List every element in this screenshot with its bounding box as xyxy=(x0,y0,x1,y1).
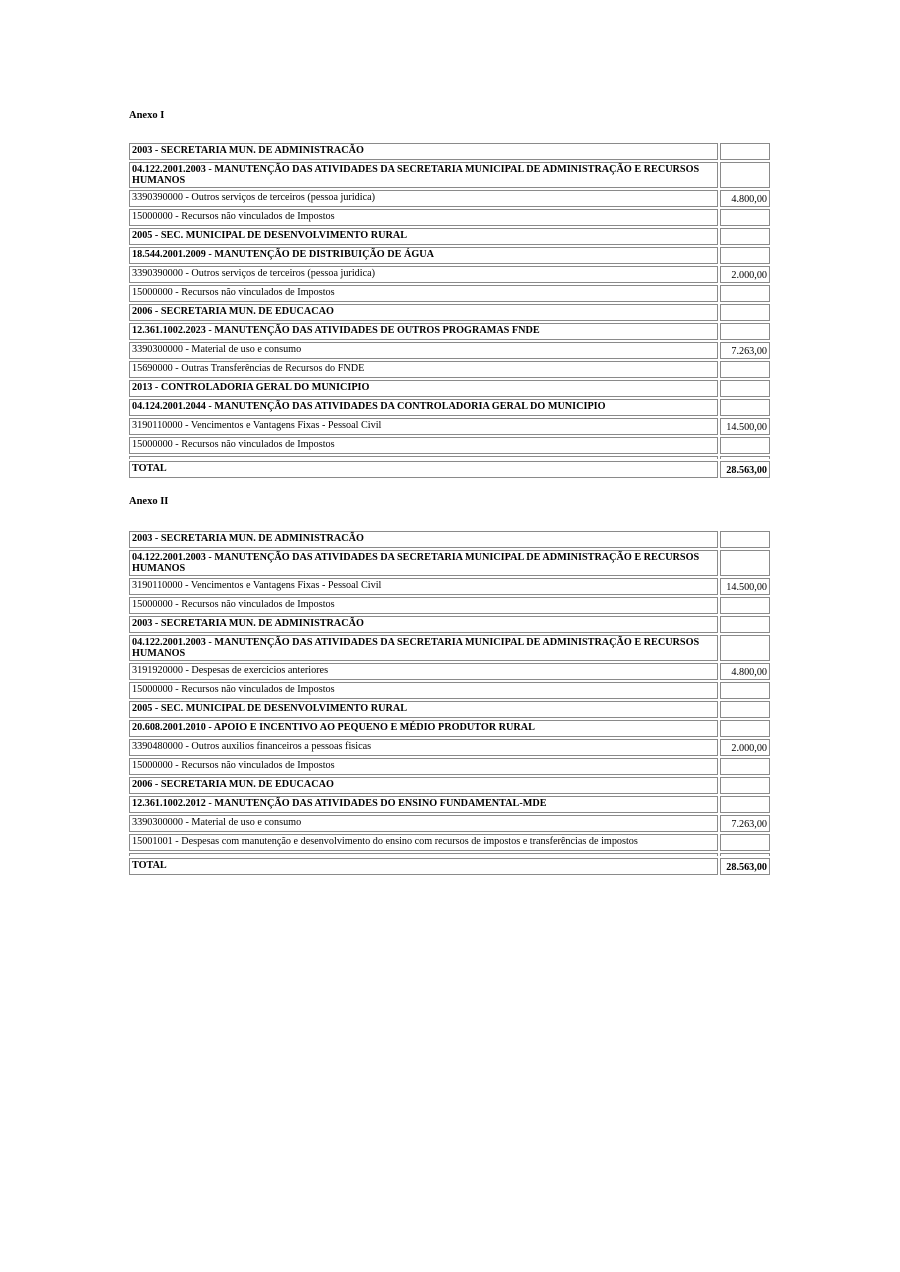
table-row xyxy=(129,682,770,699)
separator-cell xyxy=(129,456,718,459)
row-value xyxy=(720,635,770,661)
row-description: 15000000 - Recursos não vinculados de Impostos xyxy=(129,597,718,614)
table-row xyxy=(129,720,770,737)
row-value xyxy=(720,304,770,321)
row-description: 04.122.2001.2003 - MANUTENÇÃO DAS ATIVIDADES DA SECRETARIA MUNICIPAL DE ADMINISTRAÇÃO E RECURSOS HUMANOS xyxy=(129,550,718,576)
total-value: 28.563,00 xyxy=(720,858,770,875)
table-row xyxy=(129,304,770,321)
annex-1-title: Anexo I xyxy=(129,110,165,121)
annex-2-title: Anexo II xyxy=(129,496,169,507)
table-row xyxy=(129,361,770,378)
total-label: TOTAL xyxy=(129,858,718,875)
row-value xyxy=(720,437,770,454)
row-value xyxy=(720,616,770,633)
table-row xyxy=(129,635,770,661)
table-row xyxy=(129,418,770,435)
table-row xyxy=(129,247,770,264)
row-value xyxy=(720,531,770,548)
table-row xyxy=(129,266,770,283)
table-row xyxy=(129,209,770,226)
total-row xyxy=(129,858,770,875)
row-value: 7.263,00 xyxy=(720,342,770,359)
row-description: 3390300000 - Material de uso e consumo xyxy=(129,342,718,359)
table-row xyxy=(129,616,770,633)
table-row xyxy=(129,342,770,359)
table-row xyxy=(129,777,770,794)
row-description: 12.361.1002.2023 - MANUTENÇÃO DAS ATIVIDADES DE OUTROS PROGRAMAS FNDE xyxy=(129,323,718,340)
row-description: 2005 - SEC. MUNICIPAL DE DESENVOLVIMENTO RURAL xyxy=(129,228,718,245)
row-description: 12.361.1002.2012 - MANUTENÇÃO DAS ATIVIDADES DO ENSINO FUNDAMENTAL-MDE xyxy=(129,796,718,813)
total-separator xyxy=(129,853,770,856)
row-description: 04.124.2001.2044 - MANUTENÇÃO DAS ATIVIDADES DA CONTROLADORIA GERAL DO MUNICIPIO xyxy=(129,399,718,416)
row-value: 4.800,00 xyxy=(720,190,770,207)
row-description: 3390300000 - Material de uso e consumo xyxy=(129,815,718,832)
table-row xyxy=(129,578,770,595)
row-description: 04.122.2001.2003 - MANUTENÇÃO DAS ATIVIDADES DA SECRETARIA MUNICIPAL DE ADMINISTRAÇÃO E RECURSOS HUMANOS xyxy=(129,635,718,661)
table-row xyxy=(129,437,770,454)
row-value xyxy=(720,682,770,699)
row-description: 2003 - SECRETARIA MUN. DE ADMINISTRACÃO xyxy=(129,616,718,633)
row-description: 2006 - SECRETARIA MUN. DE EDUCACAO xyxy=(129,777,718,794)
separator-cell xyxy=(129,853,718,856)
table-row xyxy=(129,190,770,207)
table-row xyxy=(129,228,770,245)
table-row xyxy=(129,701,770,718)
row-description: 2003 - SECRETARIA MUN. DE ADMINISTRACÃO xyxy=(129,531,718,548)
table-row xyxy=(129,663,770,680)
row-value xyxy=(720,399,770,416)
table-row xyxy=(129,285,770,302)
table-row xyxy=(129,550,770,576)
row-value: 7.263,00 xyxy=(720,815,770,832)
total-separator xyxy=(129,456,770,459)
row-description: 3390390000 - Outros serviços de terceiros (pessoa juridica) xyxy=(129,190,718,207)
table-row xyxy=(129,323,770,340)
row-description: 15001001 - Despesas com manutenção e desenvolvimento do ensino com recursos de impostos e transferências de impostos xyxy=(129,834,718,851)
row-value xyxy=(720,162,770,188)
row-value xyxy=(720,777,770,794)
row-description: 2013 - CONTROLADORIA GERAL DO MUNICIPIO xyxy=(129,380,718,397)
total-label: TOTAL xyxy=(129,461,718,478)
row-value xyxy=(720,380,770,397)
row-value xyxy=(720,720,770,737)
row-description: 15000000 - Recursos não vinculados de Impostos xyxy=(129,209,718,226)
total-value: 28.563,00 xyxy=(720,461,770,478)
table-row xyxy=(129,597,770,614)
row-value xyxy=(720,247,770,264)
row-value: 14.500,00 xyxy=(720,418,770,435)
row-description: 18.544.2001.2009 - MANUTENÇÃO DE DISTRIBUIÇÃO DE ÁGUA xyxy=(129,247,718,264)
row-value: 14.500,00 xyxy=(720,578,770,595)
separator-cell xyxy=(720,853,770,856)
row-description: 3191920000 - Despesas de exercicios anteriores xyxy=(129,663,718,680)
row-description: 15690000 - Outras Transferências de Recursos do FNDE xyxy=(129,361,718,378)
row-description: 3390480000 - Outros auxilios financeiros a pessoas fisicas xyxy=(129,739,718,756)
row-description: 15000000 - Recursos não vinculados de Impostos xyxy=(129,758,718,775)
row-description: 04.122.2001.2003 - MANUTENÇÃO DAS ATIVIDADES DA SECRETARIA MUNICIPAL DE ADMINISTRAÇÃO E RECURSOS HUMANOS xyxy=(129,162,718,188)
table-row xyxy=(129,834,770,851)
row-description: 2003 - SECRETARIA MUN. DE ADMINISTRACÃO xyxy=(129,143,718,160)
row-description: 2005 - SEC. MUNICIPAL DE DESENVOLVIMENTO RURAL xyxy=(129,701,718,718)
table-row xyxy=(129,815,770,832)
table-row xyxy=(129,380,770,397)
row-description: 15000000 - Recursos não vinculados de Impostos xyxy=(129,285,718,302)
table-row xyxy=(129,143,770,160)
row-description: 2006 - SECRETARIA MUN. DE EDUCACAO xyxy=(129,304,718,321)
row-value xyxy=(720,550,770,576)
table-row xyxy=(129,531,770,548)
row-value xyxy=(720,796,770,813)
row-value: 4.800,00 xyxy=(720,663,770,680)
row-value xyxy=(720,323,770,340)
row-value: 2.000,00 xyxy=(720,266,770,283)
annex-2-table xyxy=(129,529,770,877)
row-value: 2.000,00 xyxy=(720,739,770,756)
row-description: 3390390000 - Outros serviços de terceiros (pessoa juridica) xyxy=(129,266,718,283)
row-value xyxy=(720,701,770,718)
row-description: 20.608.2001.2010 - APOIO E INCENTIVO AO PEQUENO E MÉDIO PRODUTOR RURAL xyxy=(129,720,718,737)
row-value xyxy=(720,209,770,226)
row-description: 3190110000 - Vencimentos e Vantagens Fixas - Pessoal Civil xyxy=(129,418,718,435)
row-description: 15000000 - Recursos não vinculados de Impostos xyxy=(129,682,718,699)
table-row xyxy=(129,162,770,188)
table-row xyxy=(129,399,770,416)
row-value xyxy=(720,285,770,302)
table-row xyxy=(129,739,770,756)
row-value xyxy=(720,758,770,775)
row-description: 15000000 - Recursos não vinculados de Impostos xyxy=(129,437,718,454)
row-value xyxy=(720,143,770,160)
table-row xyxy=(129,796,770,813)
row-description: 3190110000 - Vencimentos e Vantagens Fixas - Pessoal Civil xyxy=(129,578,718,595)
annex-1-table xyxy=(129,141,770,480)
row-value xyxy=(720,597,770,614)
total-row xyxy=(129,461,770,478)
row-value xyxy=(720,834,770,851)
row-value xyxy=(720,228,770,245)
row-value xyxy=(720,361,770,378)
table-row xyxy=(129,758,770,775)
separator-cell xyxy=(720,456,770,459)
